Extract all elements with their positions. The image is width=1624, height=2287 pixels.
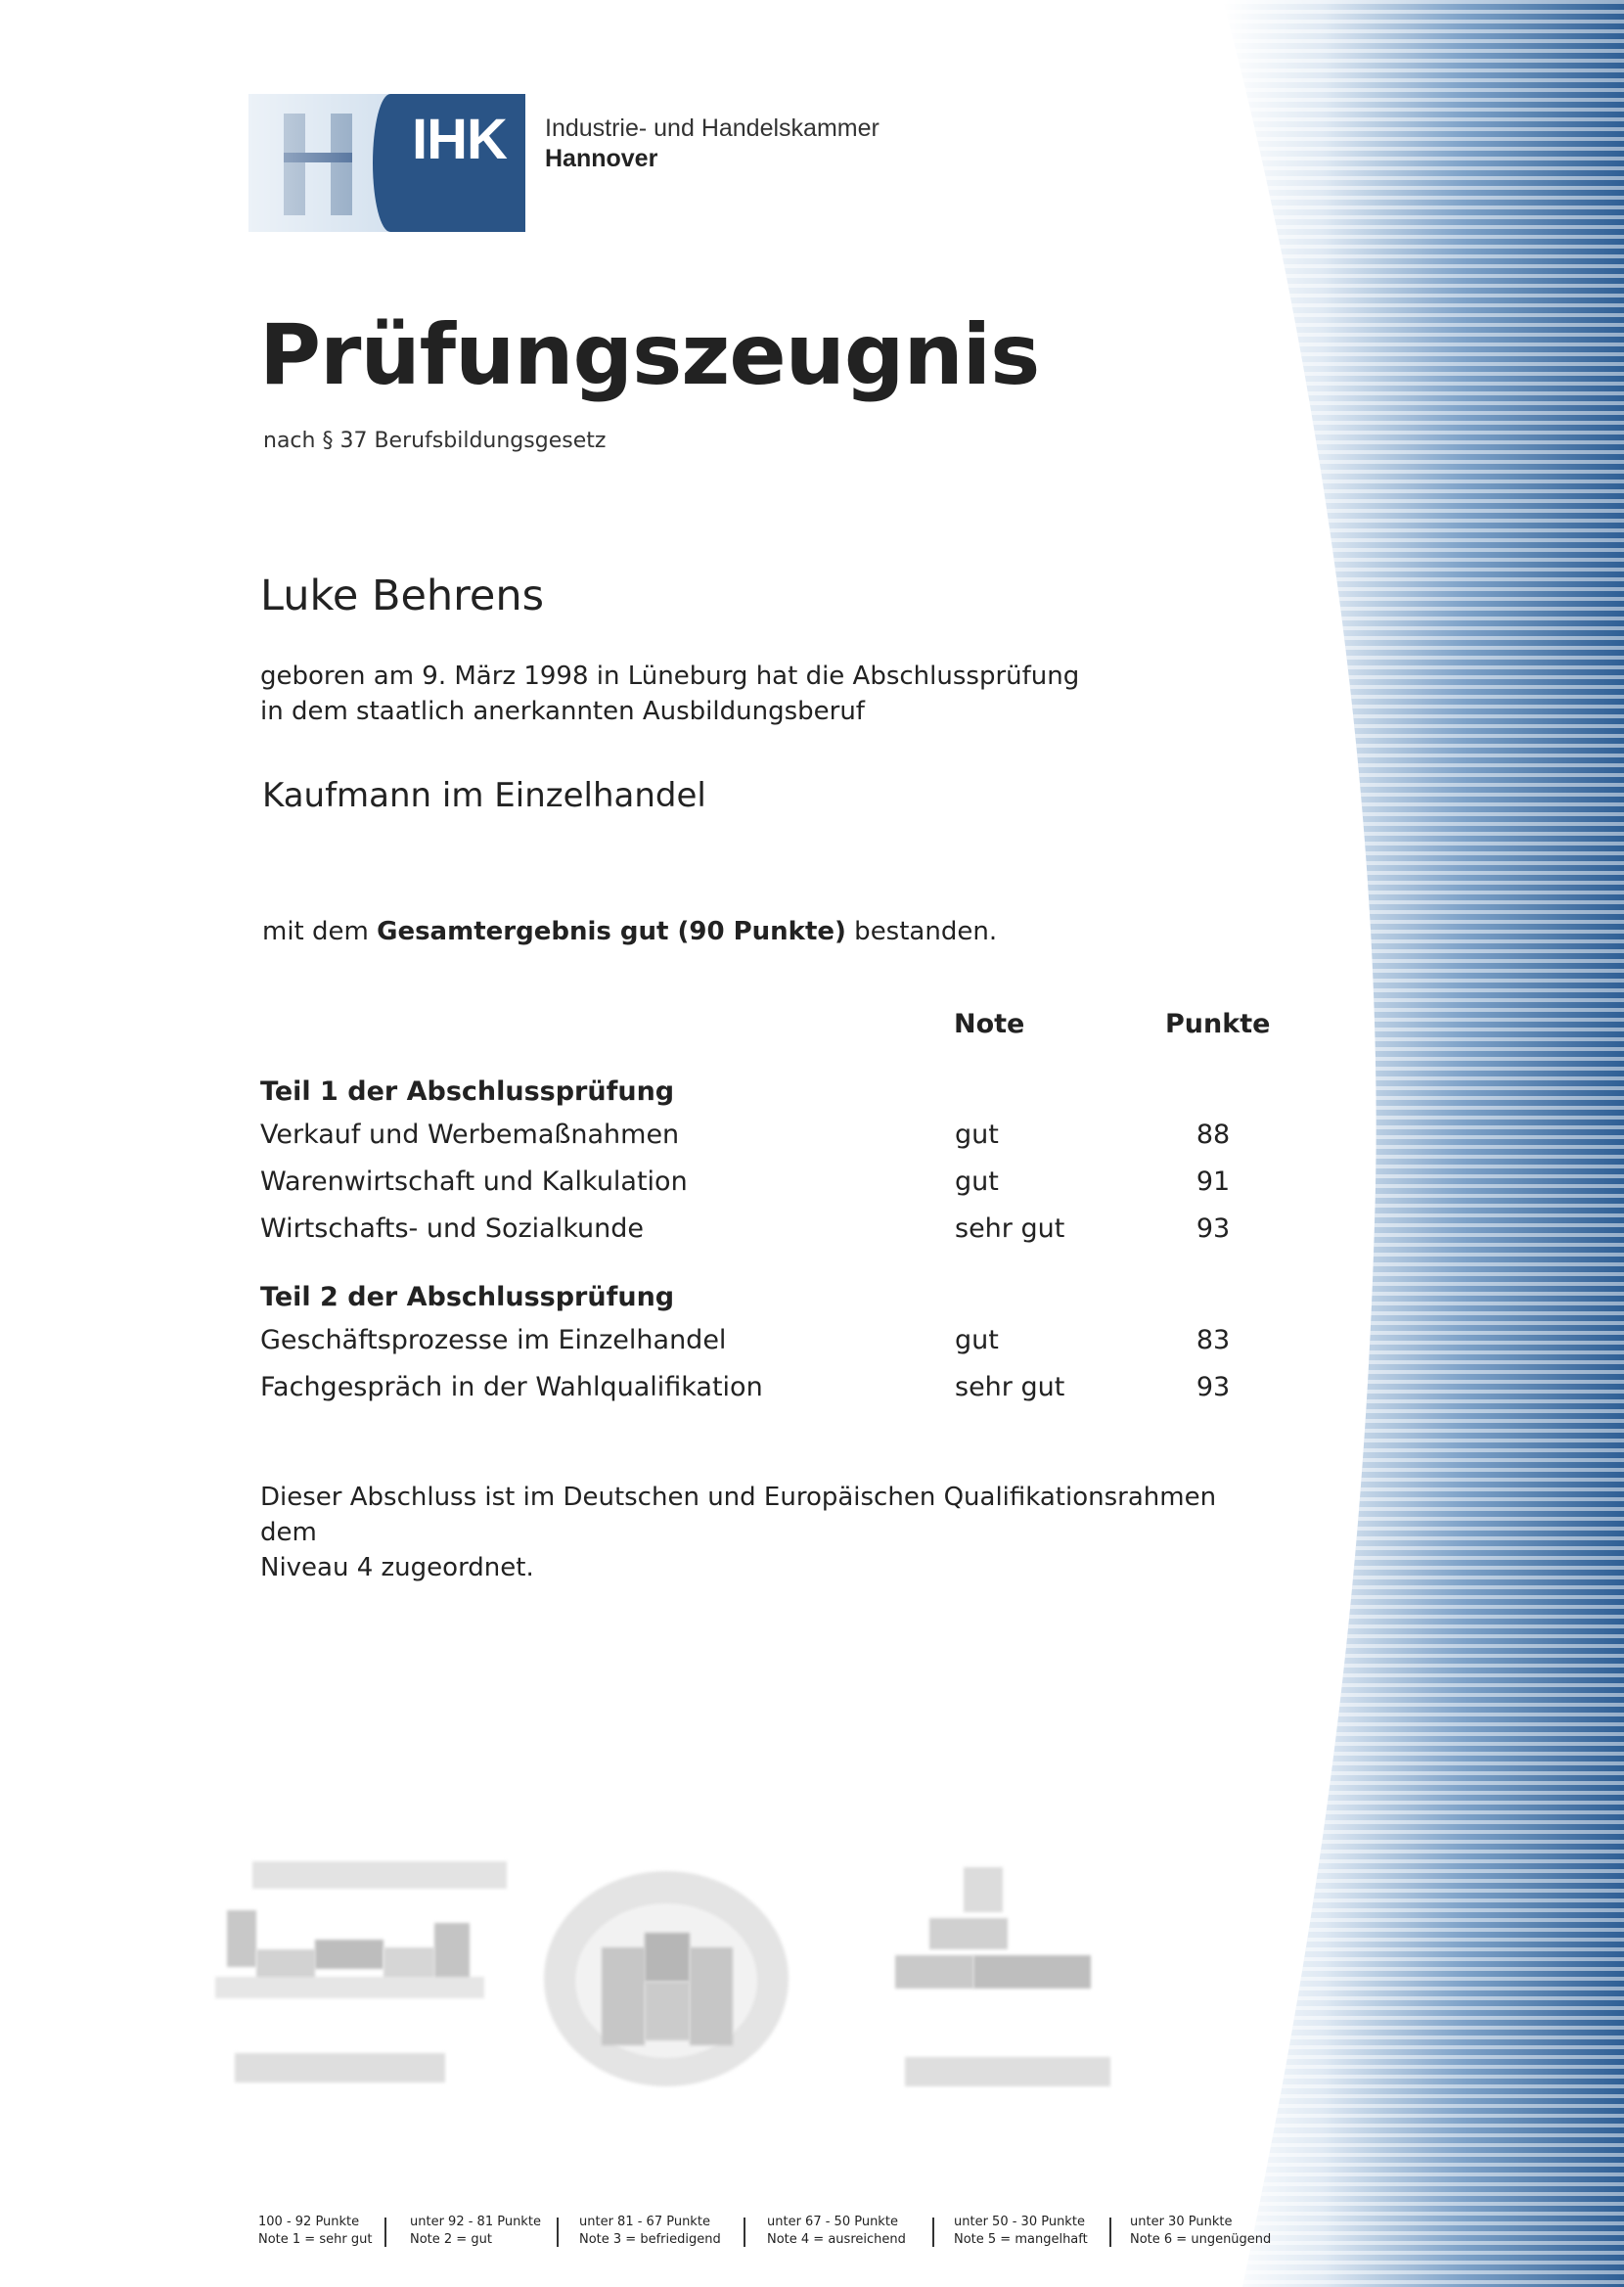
scale-range: unter 30 Punkte: [1130, 2215, 1233, 2229]
result-prefix: mit dem: [262, 917, 378, 946]
qualification-line1: Dieser Abschluss ist im Deutschen und Europäischen Qualifikationsrahmen dem: [260, 1483, 1217, 1547]
scale-grade: Note 4 = ausreichend: [767, 2231, 906, 2247]
scale-grade: Note 5 = mangelhaft: [954, 2231, 1088, 2247]
scale-separator: [384, 2218, 386, 2247]
scale-item-5: [954, 2214, 1088, 2248]
scale-separator: [932, 2218, 934, 2247]
column-header-note: Note: [954, 1009, 1025, 1039]
overall-result: [262, 919, 997, 944]
result-bold: Gesamtergebnis gut (90 Punkte): [377, 917, 846, 946]
document-subtitle: nach § 37 Berufsbildungsgesetz: [263, 429, 607, 453]
scale-separator: [744, 2218, 745, 2247]
scale-item-2: [410, 2214, 541, 2248]
scale-range: unter 67 - 50 Punkte: [767, 2215, 898, 2229]
table-row: [260, 1121, 1278, 1155]
table-row: [260, 1327, 1278, 1360]
subject-name: Geschäftsprozesse im Einzelhandel: [260, 1325, 727, 1355]
document-title: Prüfungszeugnis: [259, 306, 1040, 404]
qualification-framework-note: [260, 1481, 1239, 1586]
subject-grade: gut: [955, 1325, 999, 1355]
subject-grade: sehr gut: [955, 1372, 1065, 1402]
birth-statement: [260, 660, 1079, 730]
scale-grade: Note 1 = sehr gut: [258, 2231, 373, 2247]
subject-points: 91: [1195, 1166, 1231, 1197]
scale-grade: Note 6 = ungenügend: [1130, 2231, 1272, 2247]
logo-mark-text: IHK: [412, 108, 507, 171]
scale-item-6: [1130, 2214, 1271, 2248]
scale-separator: [557, 2218, 559, 2247]
scale-grade: Note 3 = befriedigend: [579, 2231, 721, 2247]
subject-points: 83: [1195, 1325, 1231, 1355]
section-title-text: Teil 1 der Abschlussprüfung: [260, 1076, 675, 1107]
subject-grade: sehr gut: [955, 1213, 1065, 1244]
scale-separator: [1109, 2218, 1111, 2247]
subject-name: Warenwirtschaft und Kalkulation: [260, 1166, 688, 1197]
scale-range: unter 92 - 81 Punkte: [410, 2215, 541, 2229]
scale-range: unter 81 - 67 Punkte: [579, 2215, 710, 2229]
candidate-name: Luke Behrens: [260, 572, 544, 620]
column-header-points: Punkte: [1165, 1009, 1271, 1039]
organization-city: Hannover: [545, 145, 658, 173]
subject-name: Fachgespräch in der Wahlqualifikation: [260, 1372, 763, 1402]
profession: Kaufmann im Einzelhandel: [262, 776, 706, 815]
organization-line1: Industrie- und Handelskammer: [545, 114, 880, 142]
result-suffix: bestanden.: [845, 917, 998, 946]
subject-points: 88: [1195, 1120, 1231, 1150]
subject-points: 93: [1195, 1213, 1231, 1244]
table-row: [260, 1374, 1278, 1407]
section-title-part2: [260, 1284, 1278, 1317]
birth-line1: geboren am 9. März 1998 in Lüneburg hat die Abschlussprüfung: [260, 662, 1080, 691]
scale-grade: Note 2 = gut: [410, 2231, 492, 2247]
scale-range: 100 - 92 Punkte: [258, 2215, 360, 2229]
table-row: [260, 1215, 1278, 1249]
scale-range: unter 50 - 30 Punkte: [954, 2215, 1085, 2229]
subject-grade: gut: [955, 1166, 999, 1197]
organization-name: [545, 114, 880, 175]
subject-points: 93: [1195, 1372, 1231, 1402]
scale-item-4: [767, 2214, 906, 2248]
scale-item-1: [258, 2214, 372, 2248]
section-title-part1: [260, 1078, 1278, 1112]
qualification-line2: Niveau 4 zugeordnet.: [260, 1552, 534, 1582]
birth-line2: in dem staatlich anerkannten Ausbildungsberuf: [260, 696, 865, 726]
subject-name: Wirtschafts- und Sozialkunde: [260, 1213, 644, 1244]
scale-item-3: [579, 2214, 721, 2248]
ihk-logo: [248, 94, 525, 232]
section-title-text: Teil 2 der Abschlussprüfung: [260, 1282, 675, 1312]
table-row: [260, 1168, 1278, 1202]
subject-grade: gut: [955, 1120, 999, 1150]
subject-name: Verkauf und Werbemaßnahmen: [260, 1120, 680, 1150]
